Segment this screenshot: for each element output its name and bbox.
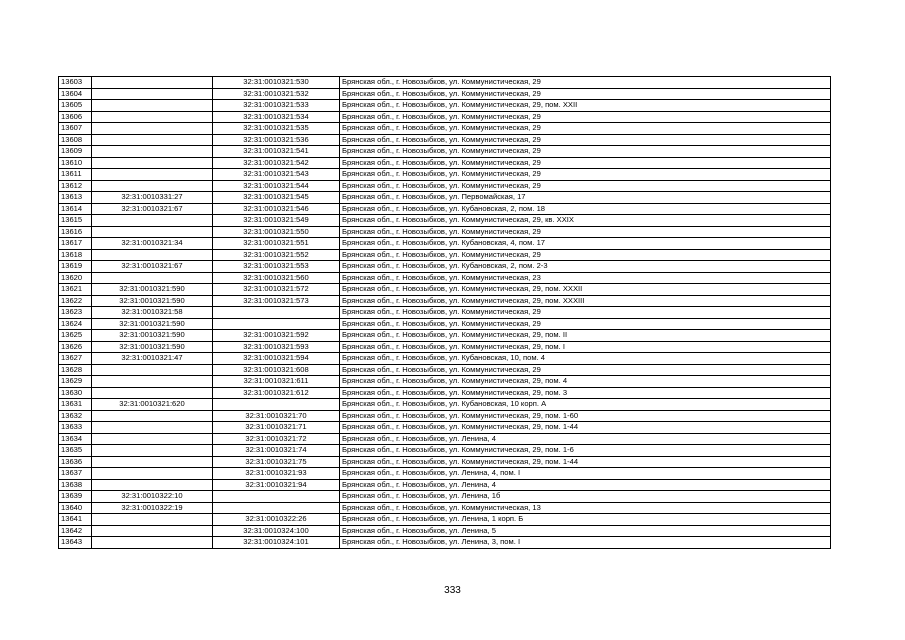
land-parcel-number-cell: 32:31:0010322:10	[92, 491, 213, 503]
cadastral-number-cell: 32:31:0010321:72	[213, 433, 340, 445]
land-parcel-number-cell	[92, 364, 213, 376]
land-parcel-number-cell: 32:31:0010321:67	[92, 203, 213, 215]
address-cell: Брянская обл., г. Новозыбков, ул. Коммунистическая, 13	[340, 502, 831, 514]
address-cell: Брянская обл., г. Новозыбков, ул. Коммунистическая, 29	[340, 123, 831, 135]
table-row	[59, 238, 831, 250]
row-number-cell: 13642	[59, 525, 92, 537]
address-cell: Брянская обл., г. Новозыбков, ул. Коммунистическая, 29	[340, 249, 831, 261]
row-number-cell: 13630	[59, 387, 92, 399]
land-parcel-number-cell: 32:31:0010321:58	[92, 307, 213, 319]
row-number-cell: 13640	[59, 502, 92, 514]
row-number-cell: 13621	[59, 284, 92, 296]
land-parcel-number-cell	[92, 146, 213, 158]
row-number-cell: 13639	[59, 491, 92, 503]
table-row	[59, 192, 831, 204]
cadastral-number-cell: 32:31:0010321:93	[213, 468, 340, 480]
land-parcel-number-cell	[92, 410, 213, 422]
table-row	[59, 514, 831, 526]
table-row	[59, 134, 831, 146]
cadastral-number-cell: 32:31:0010321:533	[213, 100, 340, 112]
address-cell: Брянская обл., г. Новозыбков, ул. Ленина, 5	[340, 525, 831, 537]
table-row	[59, 456, 831, 468]
cadastral-number-cell: 32:31:0010321:94	[213, 479, 340, 491]
cadastral-number-cell: 32:31:0010324:101	[213, 537, 340, 549]
land-parcel-number-cell	[92, 88, 213, 100]
cadastral-number-cell: 32:31:0010322:26	[213, 514, 340, 526]
row-number-cell: 13604	[59, 88, 92, 100]
table-row	[59, 284, 831, 296]
cadastral-number-cell	[213, 399, 340, 411]
row-number-cell: 13610	[59, 157, 92, 169]
table-row	[59, 307, 831, 319]
table-row	[59, 433, 831, 445]
row-number-cell: 13609	[59, 146, 92, 158]
address-cell: Брянская обл., г. Новозыбков, ул. Ленина, 1 корп. Б	[340, 514, 831, 526]
table-row	[59, 272, 831, 284]
address-cell: Брянская обл., г. Новозыбков, ул. Первомайская, 17	[340, 192, 831, 204]
table-row	[59, 399, 831, 411]
address-cell: Брянская обл., г. Новозыбков, ул. Ленина, 3, пом. I	[340, 537, 831, 549]
address-cell: Брянская обл., г. Новозыбков, ул. Коммунистическая, 29, пом. 3	[340, 387, 831, 399]
address-cell: Брянская обл., г. Новозыбков, ул. Ленина, 4	[340, 433, 831, 445]
table-row	[59, 330, 831, 342]
address-cell: Брянская обл., г. Новозыбков, ул. Коммунистическая, 29	[340, 88, 831, 100]
address-cell: Брянская обл., г. Новозыбков, ул. Коммунистическая, 29	[340, 307, 831, 319]
cadastral-number-cell: 32:31:0010321:611	[213, 376, 340, 388]
land-parcel-number-cell	[92, 525, 213, 537]
table-row	[59, 491, 831, 503]
cadastral-number-cell: 32:31:0010321:71	[213, 422, 340, 434]
land-parcel-number-cell: 32:31:0010331:27	[92, 192, 213, 204]
land-parcel-number-cell	[92, 433, 213, 445]
row-number-cell: 13624	[59, 318, 92, 330]
registry-table-body	[59, 77, 831, 549]
address-cell: Брянская обл., г. Новозыбков, ул. Коммунистическая, 29, пом. 1-44	[340, 456, 831, 468]
row-number-cell: 13607	[59, 123, 92, 135]
address-cell: Брянская обл., г. Новозыбков, ул. Коммунистическая, 29, кв. XXIX	[340, 215, 831, 227]
land-parcel-number-cell	[92, 123, 213, 135]
cadastral-number-cell: 32:31:0010321:74	[213, 445, 340, 457]
land-parcel-number-cell	[92, 422, 213, 434]
page-number: 333	[444, 585, 461, 596]
land-parcel-number-cell	[92, 537, 213, 549]
address-cell: Брянская обл., г. Новозыбков, ул. Коммунистическая, 29, пом. II	[340, 330, 831, 342]
cadastral-number-cell: 32:31:0010321:530	[213, 77, 340, 89]
cadastral-number-cell: 32:31:0010321:75	[213, 456, 340, 468]
row-number-cell: 13632	[59, 410, 92, 422]
land-parcel-number-cell: 32:31:0010321:590	[92, 341, 213, 353]
table-row	[59, 261, 831, 273]
cadastral-number-cell: 32:31:0010321:546	[213, 203, 340, 215]
row-number-cell: 13625	[59, 330, 92, 342]
cadastral-number-cell: 32:31:0010321:535	[213, 123, 340, 135]
land-parcel-number-cell	[92, 445, 213, 457]
table-row	[59, 445, 831, 457]
address-cell: Брянская обл., г. Новозыбков, ул. Коммунистическая, 29	[340, 157, 831, 169]
land-parcel-number-cell	[92, 180, 213, 192]
cadastral-number-cell: 32:31:0010321:612	[213, 387, 340, 399]
row-number-cell: 13605	[59, 100, 92, 112]
address-cell: Брянская обл., г. Новозыбков, ул. Коммунистическая, 29	[340, 111, 831, 123]
address-cell: Брянская обл., г. Новозыбков, ул. Ленина, 4	[340, 479, 831, 491]
land-parcel-number-cell	[92, 479, 213, 491]
address-cell: Брянская обл., г. Новозыбков, ул. Коммунистическая, 23	[340, 272, 831, 284]
table-row	[59, 203, 831, 215]
row-number-cell: 13635	[59, 445, 92, 457]
address-cell: Брянская обл., г. Новозыбков, ул. Кубановская, 10 корп. А	[340, 399, 831, 411]
table-row	[59, 100, 831, 112]
cadastral-number-cell: 32:31:0010321:550	[213, 226, 340, 238]
cadastral-number-cell: 32:31:0010321:544	[213, 180, 340, 192]
cadastral-number-cell: 32:31:0010321:70	[213, 410, 340, 422]
land-parcel-number-cell: 32:31:0010322:19	[92, 502, 213, 514]
cadastral-number-cell: 32:31:0010324:100	[213, 525, 340, 537]
cadastral-number-cell: 32:31:0010321:543	[213, 169, 340, 181]
cadastral-number-cell: 32:31:0010321:549	[213, 215, 340, 227]
land-parcel-number-cell	[92, 387, 213, 399]
address-cell: Брянская обл., г. Новозыбков, ул. Коммунистическая, 29, пом. 1-60	[340, 410, 831, 422]
address-cell: Брянская обл., г. Новозыбков, ул. Коммунистическая, 29	[340, 226, 831, 238]
row-number-cell: 13629	[59, 376, 92, 388]
land-parcel-number-cell: 32:31:0010321:34	[92, 238, 213, 250]
table-row	[59, 249, 831, 261]
cadastral-number-cell	[213, 307, 340, 319]
row-number-cell: 13615	[59, 215, 92, 227]
row-number-cell: 13618	[59, 249, 92, 261]
cadastral-number-cell: 32:31:0010321:592	[213, 330, 340, 342]
land-parcel-number-cell	[92, 456, 213, 468]
address-cell: Брянская обл., г. Новозыбков, ул. Коммунистическая, 29	[340, 146, 831, 158]
table-row	[59, 537, 831, 549]
land-parcel-number-cell	[92, 272, 213, 284]
table-row	[59, 157, 831, 169]
address-cell: Брянская обл., г. Новозыбков, ул. Коммунистическая, 29	[340, 134, 831, 146]
table-row	[59, 146, 831, 158]
table-row	[59, 525, 831, 537]
address-cell: Брянская обл., г. Новозыбков, ул. Ленина, 1б	[340, 491, 831, 503]
table-row	[59, 77, 831, 89]
cadastral-number-cell	[213, 502, 340, 514]
table-row	[59, 376, 831, 388]
land-parcel-number-cell: 32:31:0010321:590	[92, 284, 213, 296]
row-number-cell: 13619	[59, 261, 92, 273]
table-row	[59, 410, 831, 422]
address-cell: Брянская обл., г. Новозыбков, ул. Кубановская, 10, пом. 4	[340, 353, 831, 365]
row-number-cell: 13622	[59, 295, 92, 307]
land-parcel-number-cell: 32:31:0010321:47	[92, 353, 213, 365]
table-row	[59, 502, 831, 514]
address-cell: Брянская обл., г. Новозыбков, ул. Коммунистическая, 29, пом. 1-44	[340, 422, 831, 434]
registry-table	[58, 76, 831, 549]
table-row	[59, 295, 831, 307]
cadastral-number-cell: 32:31:0010321:608	[213, 364, 340, 376]
row-number-cell: 13627	[59, 353, 92, 365]
cadastral-number-cell: 32:31:0010321:560	[213, 272, 340, 284]
table-row	[59, 318, 831, 330]
row-number-cell: 13636	[59, 456, 92, 468]
row-number-cell: 13641	[59, 514, 92, 526]
land-parcel-number-cell: 32:31:0010321:590	[92, 330, 213, 342]
cadastral-number-cell: 32:31:0010321:552	[213, 249, 340, 261]
land-parcel-number-cell: 32:31:0010321:67	[92, 261, 213, 273]
address-cell: Брянская обл., г. Новозыбков, ул. Кубановская, 4, пом. 17	[340, 238, 831, 250]
cadastral-number-cell	[213, 318, 340, 330]
cadastral-number-cell: 32:31:0010321:542	[213, 157, 340, 169]
address-cell: Брянская обл., г. Новозыбков, ул. Коммунистическая, 29, пом. 1-6	[340, 445, 831, 457]
cadastral-number-cell: 32:31:0010321:572	[213, 284, 340, 296]
land-parcel-number-cell	[92, 169, 213, 181]
cadastral-number-cell: 32:31:0010321:536	[213, 134, 340, 146]
row-number-cell: 13611	[59, 169, 92, 181]
land-parcel-number-cell: 32:31:0010321:590	[92, 295, 213, 307]
cadastral-number-cell: 32:31:0010321:553	[213, 261, 340, 273]
table-row	[59, 88, 831, 100]
cadastral-number-cell: 32:31:0010321:573	[213, 295, 340, 307]
cadastral-number-cell: 32:31:0010321:532	[213, 88, 340, 100]
land-parcel-number-cell	[92, 215, 213, 227]
row-number-cell: 13638	[59, 479, 92, 491]
land-parcel-number-cell	[92, 468, 213, 480]
row-number-cell: 13616	[59, 226, 92, 238]
land-parcel-number-cell	[92, 226, 213, 238]
table-row	[59, 341, 831, 353]
address-cell: Брянская обл., г. Новозыбков, ул. Кубановская, 2, пом. 2-3	[340, 261, 831, 273]
land-parcel-number-cell	[92, 514, 213, 526]
table-row	[59, 226, 831, 238]
land-parcel-number-cell	[92, 157, 213, 169]
row-number-cell: 13614	[59, 203, 92, 215]
land-parcel-number-cell: 32:31:0010321:590	[92, 318, 213, 330]
cadastral-number-cell: 32:31:0010321:541	[213, 146, 340, 158]
row-number-cell: 13628	[59, 364, 92, 376]
address-cell: Брянская обл., г. Новозыбков, ул. Коммунистическая, 29	[340, 169, 831, 181]
row-number-cell: 13603	[59, 77, 92, 89]
table-row	[59, 180, 831, 192]
address-cell: Брянская обл., г. Новозыбков, ул. Коммунистическая, 29, пом. XXXIII	[340, 295, 831, 307]
cadastral-number-cell: 32:31:0010321:551	[213, 238, 340, 250]
row-number-cell: 13613	[59, 192, 92, 204]
row-number-cell: 13643	[59, 537, 92, 549]
cadastral-number-cell	[213, 491, 340, 503]
table-row	[59, 422, 831, 434]
cadastral-number-cell: 32:31:0010321:534	[213, 111, 340, 123]
row-number-cell: 13620	[59, 272, 92, 284]
address-cell: Брянская обл., г. Новозыбков, ул. Коммунистическая, 29, пом. XXXII	[340, 284, 831, 296]
land-parcel-number-cell	[92, 100, 213, 112]
row-number-cell: 13606	[59, 111, 92, 123]
cadastral-number-cell: 32:31:0010321:594	[213, 353, 340, 365]
land-parcel-number-cell	[92, 77, 213, 89]
address-cell: Брянская обл., г. Новозыбков, ул. Ленина, 4, пом. I	[340, 468, 831, 480]
row-number-cell: 13623	[59, 307, 92, 319]
address-cell: Брянская обл., г. Новозыбков, ул. Коммунистическая, 29, пом. I	[340, 341, 831, 353]
table-row	[59, 479, 831, 491]
row-number-cell: 13634	[59, 433, 92, 445]
address-cell: Брянская обл., г. Новозыбков, ул. Коммунистическая, 29	[340, 77, 831, 89]
table-row	[59, 353, 831, 365]
row-number-cell: 13612	[59, 180, 92, 192]
address-cell: Брянская обл., г. Новозыбков, ул. Коммунистическая, 29	[340, 180, 831, 192]
cadastral-number-cell: 32:31:0010321:593	[213, 341, 340, 353]
row-number-cell: 13608	[59, 134, 92, 146]
land-parcel-number-cell: 32:31:0010321:620	[92, 399, 213, 411]
address-cell: Брянская обл., г. Новозыбков, ул. Кубановская, 2, пом. 18	[340, 203, 831, 215]
row-number-cell: 13631	[59, 399, 92, 411]
table-row	[59, 123, 831, 135]
address-cell: Брянская обл., г. Новозыбков, ул. Коммунистическая, 29, пом. XXII	[340, 100, 831, 112]
land-parcel-number-cell	[92, 134, 213, 146]
table-row	[59, 387, 831, 399]
land-parcel-number-cell	[92, 111, 213, 123]
table-row	[59, 468, 831, 480]
table-row	[59, 169, 831, 181]
table-row	[59, 364, 831, 376]
land-parcel-number-cell	[92, 376, 213, 388]
address-cell: Брянская обл., г. Новозыбков, ул. Коммунистическая, 29	[340, 318, 831, 330]
row-number-cell: 13633	[59, 422, 92, 434]
row-number-cell: 13617	[59, 238, 92, 250]
table-row	[59, 215, 831, 227]
address-cell: Брянская обл., г. Новозыбков, ул. Коммунистическая, 29	[340, 364, 831, 376]
row-number-cell: 13637	[59, 468, 92, 480]
row-number-cell: 13626	[59, 341, 92, 353]
land-parcel-number-cell	[92, 249, 213, 261]
cadastral-number-cell: 32:31:0010321:545	[213, 192, 340, 204]
table-row	[59, 111, 831, 123]
address-cell: Брянская обл., г. Новозыбков, ул. Коммунистическая, 29, пом. 4	[340, 376, 831, 388]
